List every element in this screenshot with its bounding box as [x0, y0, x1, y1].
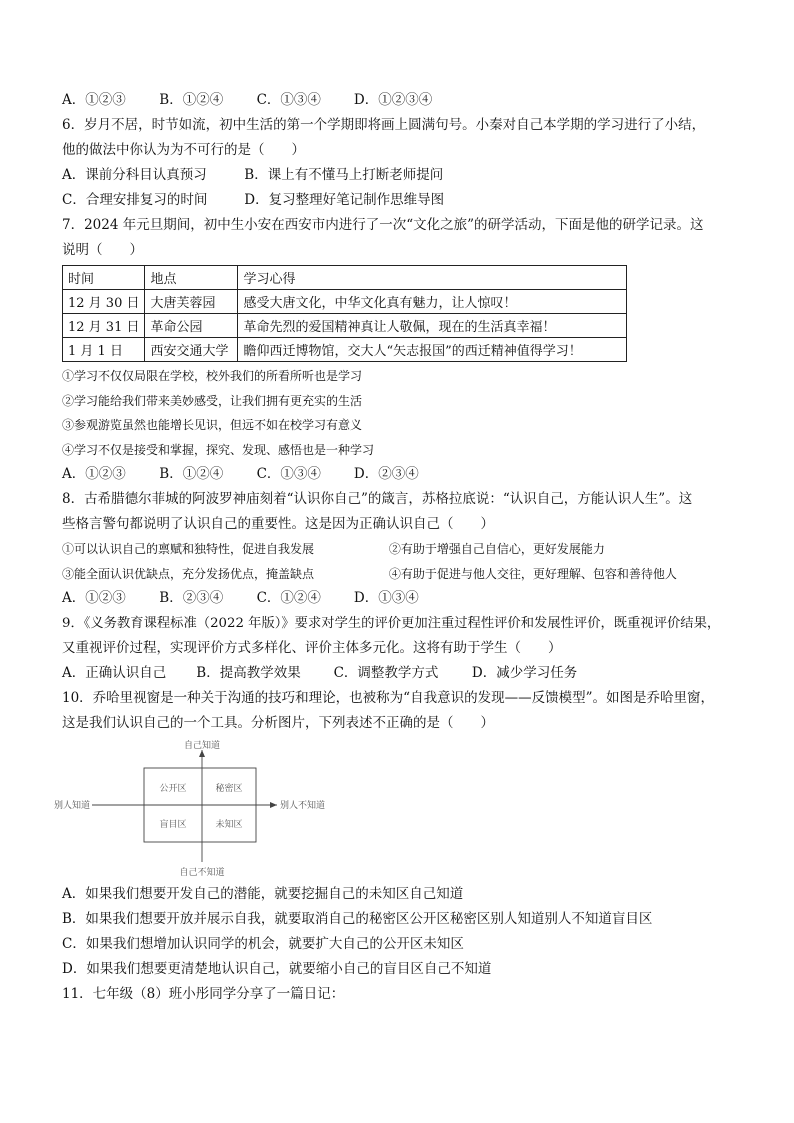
table-header-cell: 地点: [145, 266, 238, 290]
q8-option-c[interactable]: C．①②④: [256, 590, 321, 606]
table-header-cell: 时间: [63, 266, 145, 290]
exam-page: [53, 88, 742, 1007]
q8-stem-line1: 8．古希腊德尔菲城的阿波罗神庙刻着“认识你自己”的箴言，苏格拉底说：“认识自己，方能认识人生”。这: [62, 491, 693, 507]
diagram-quadrant-unknown: 未知区: [215, 820, 243, 830]
q7-option-d[interactable]: D．②③④: [353, 466, 419, 482]
q10-option-a[interactable]: A．如果我们想要开发自己的潜能，就要挖掘自己的未知区自己知道: [62, 886, 464, 902]
q7-stem-line2: 说明（ ）: [62, 242, 143, 258]
table-header-row: [63, 266, 627, 290]
q7-item-3: ③参观游览虽然也能增长见识，但远不如在校学习有意义: [62, 418, 363, 432]
diagram-quadrant-blind: 盲目区: [159, 820, 187, 830]
q9-stem-line1: 9．《义务教育课程标准（2022 年版）》要求对学生的评价更加注重过程性评价和发展性评价，既重视评价结果，: [62, 616, 721, 631]
q8-option-b[interactable]: B．②③④: [159, 590, 224, 606]
q10-stem-line2: 这是我们认识自己的一个工具。分析图片，下列表述不正确的是（ ）: [62, 715, 494, 731]
q8-items-row1: [62, 537, 742, 562]
diagram-label-bottom: 自己不知道: [179, 868, 225, 878]
q7-option-c[interactable]: C．①③④: [256, 466, 321, 482]
q9-option-a[interactable]: A．正确认识自己: [62, 665, 167, 681]
q5-option-d[interactable]: D．①②③④: [353, 92, 433, 108]
q11-stem: 11．七年级（8）班小彤同学分享了一篇日记：: [62, 986, 345, 1002]
diagram-quadrant-public: 公开区: [159, 784, 187, 794]
q10-stem-line1: 10．乔哈里视窗是一种关于沟通的技巧和理论，也被称为“自我意识的发现——反馈模型”。如图是乔哈里窗，: [62, 690, 714, 706]
q5-options: [62, 88, 742, 113]
q7-item-4: ④学习不仅是接受和掌握，探究、发现、感悟也是一种学习: [62, 442, 375, 457]
q6-options-row2: [62, 188, 742, 213]
table-cell: 革命先烈的爱国精神真让人敬佩，现在的生活真幸福！: [238, 314, 627, 338]
study-record-table: [62, 265, 627, 362]
table-cell: 革命公园: [145, 314, 238, 338]
table-row: [63, 290, 627, 314]
q7-options: [62, 462, 742, 487]
q7-item-1: ①学习不仅仅局限在学校，校外我们的所看所听也是学习: [62, 369, 363, 383]
q7-stem-line1: 7．2024 年元旦期间，初中生小安在西安市内进行了一次“文化之旅”的研学活动，下面是他的研学记录。这: [62, 217, 704, 233]
q8-items-row2: [62, 562, 742, 587]
q8-item-2: ②有助于增强自己自信心，更好发展能力: [388, 542, 605, 556]
diagram-label-top: 自己知道: [183, 741, 221, 751]
diagram-quadrant-secret: 秘密区: [215, 784, 243, 794]
table-cell: 瞻仰西迁博物馆，交大人“矢志报国”的西迁精神值得学习！: [238, 338, 627, 362]
q10-option-c[interactable]: C．如果我们想增加认识同学的机会，就要扩大自己的公开区未知区: [62, 936, 464, 952]
q9-option-c[interactable]: C．调整教学方式: [333, 665, 439, 681]
q6-option-d[interactable]: D．复习整理好笔记制作思维导图: [244, 192, 445, 208]
q9-option-b[interactable]: B．提高教学效果: [196, 665, 301, 681]
q8-option-d[interactable]: D．①③④: [353, 590, 419, 606]
q8-options: [62, 586, 742, 611]
table-cell: 西安交通大学: [145, 338, 238, 362]
diagram-label-right: 别人不知道: [280, 801, 326, 811]
q5-option-a[interactable]: A．①②③: [62, 92, 126, 108]
table-cell: 感受大唐文化，中华文化真有魅力，让人惊叹！: [238, 290, 627, 314]
q5-option-c[interactable]: C．①③④: [256, 92, 321, 108]
table-cell: 12 月 31 日: [63, 314, 145, 338]
johari-window-diagram: [53, 738, 742, 880]
table-cell: 1 月 1 日: [63, 338, 145, 362]
q8-option-a[interactable]: A．①②③: [62, 590, 126, 606]
q10-option-d[interactable]: D．如果我们想要更清楚地认识自己，就要缩小自己的盲目区自己不知道: [62, 961, 492, 977]
q9-stem-line2: 又重视评价过程，实现评价方式多样化、评价主体多元化。这将有助于学生（ ）: [62, 640, 562, 656]
q8-item-4: ④有助于促进与他人交往，更好理解、包容和善待他人: [388, 566, 677, 581]
q8-item-1: ①可以认识自己的禀赋和独特性，促进自我发展: [62, 542, 315, 556]
q6-option-b[interactable]: B．课上有不懂马上打断老师提问: [244, 167, 444, 183]
q6-stem-line1: 6．岁月不居，时节如流，初中生活的第一个学期即将画上圆满句号。小秦对自己本学期的学习进行了小结，: [62, 117, 706, 133]
q6-options-row1: [62, 163, 742, 188]
q5-option-b[interactable]: B．①②④: [159, 92, 224, 108]
q7-item-2: ②学习能给我们带来美妙感受，让我们拥有更充实的生活: [62, 393, 363, 408]
q6-stem-line2: 他的做法中你认为为不可行的是（ ）: [62, 142, 305, 158]
q8-stem-line2: 些格言警句都说明了认识自己的重要性。这是因为正确认识自己（ ）: [62, 516, 494, 532]
diagram-label-left: 别人知道: [53, 801, 90, 811]
q6-option-c[interactable]: C．合理安排复习的时间: [62, 192, 208, 208]
q9-option-d[interactable]: D．减少学习任务: [471, 665, 578, 681]
table-cell: 12 月 30 日: [63, 290, 145, 314]
table-row: [63, 314, 627, 338]
table-header-cell: 学习心得: [238, 266, 627, 290]
q7-option-a[interactable]: A．①②③: [62, 466, 126, 482]
johari-window-figure: [53, 738, 362, 880]
table-row: [63, 338, 627, 362]
q10-option-b[interactable]: B．如果我们想要开放并展示自我，就要取消自己的秘密区公开区秘密区别人知道别人不知道盲目区: [62, 911, 653, 927]
q6-option-a[interactable]: A．课前分科目认真预习: [62, 167, 207, 183]
q9-options: [62, 661, 742, 686]
q7-option-b[interactable]: B．①②④: [159, 466, 224, 482]
q8-item-3: ③能全面认识优缺点，充分发扬优点，掩盖缺点: [62, 566, 315, 581]
table-cell: 大唐芙蓉园: [145, 290, 238, 314]
